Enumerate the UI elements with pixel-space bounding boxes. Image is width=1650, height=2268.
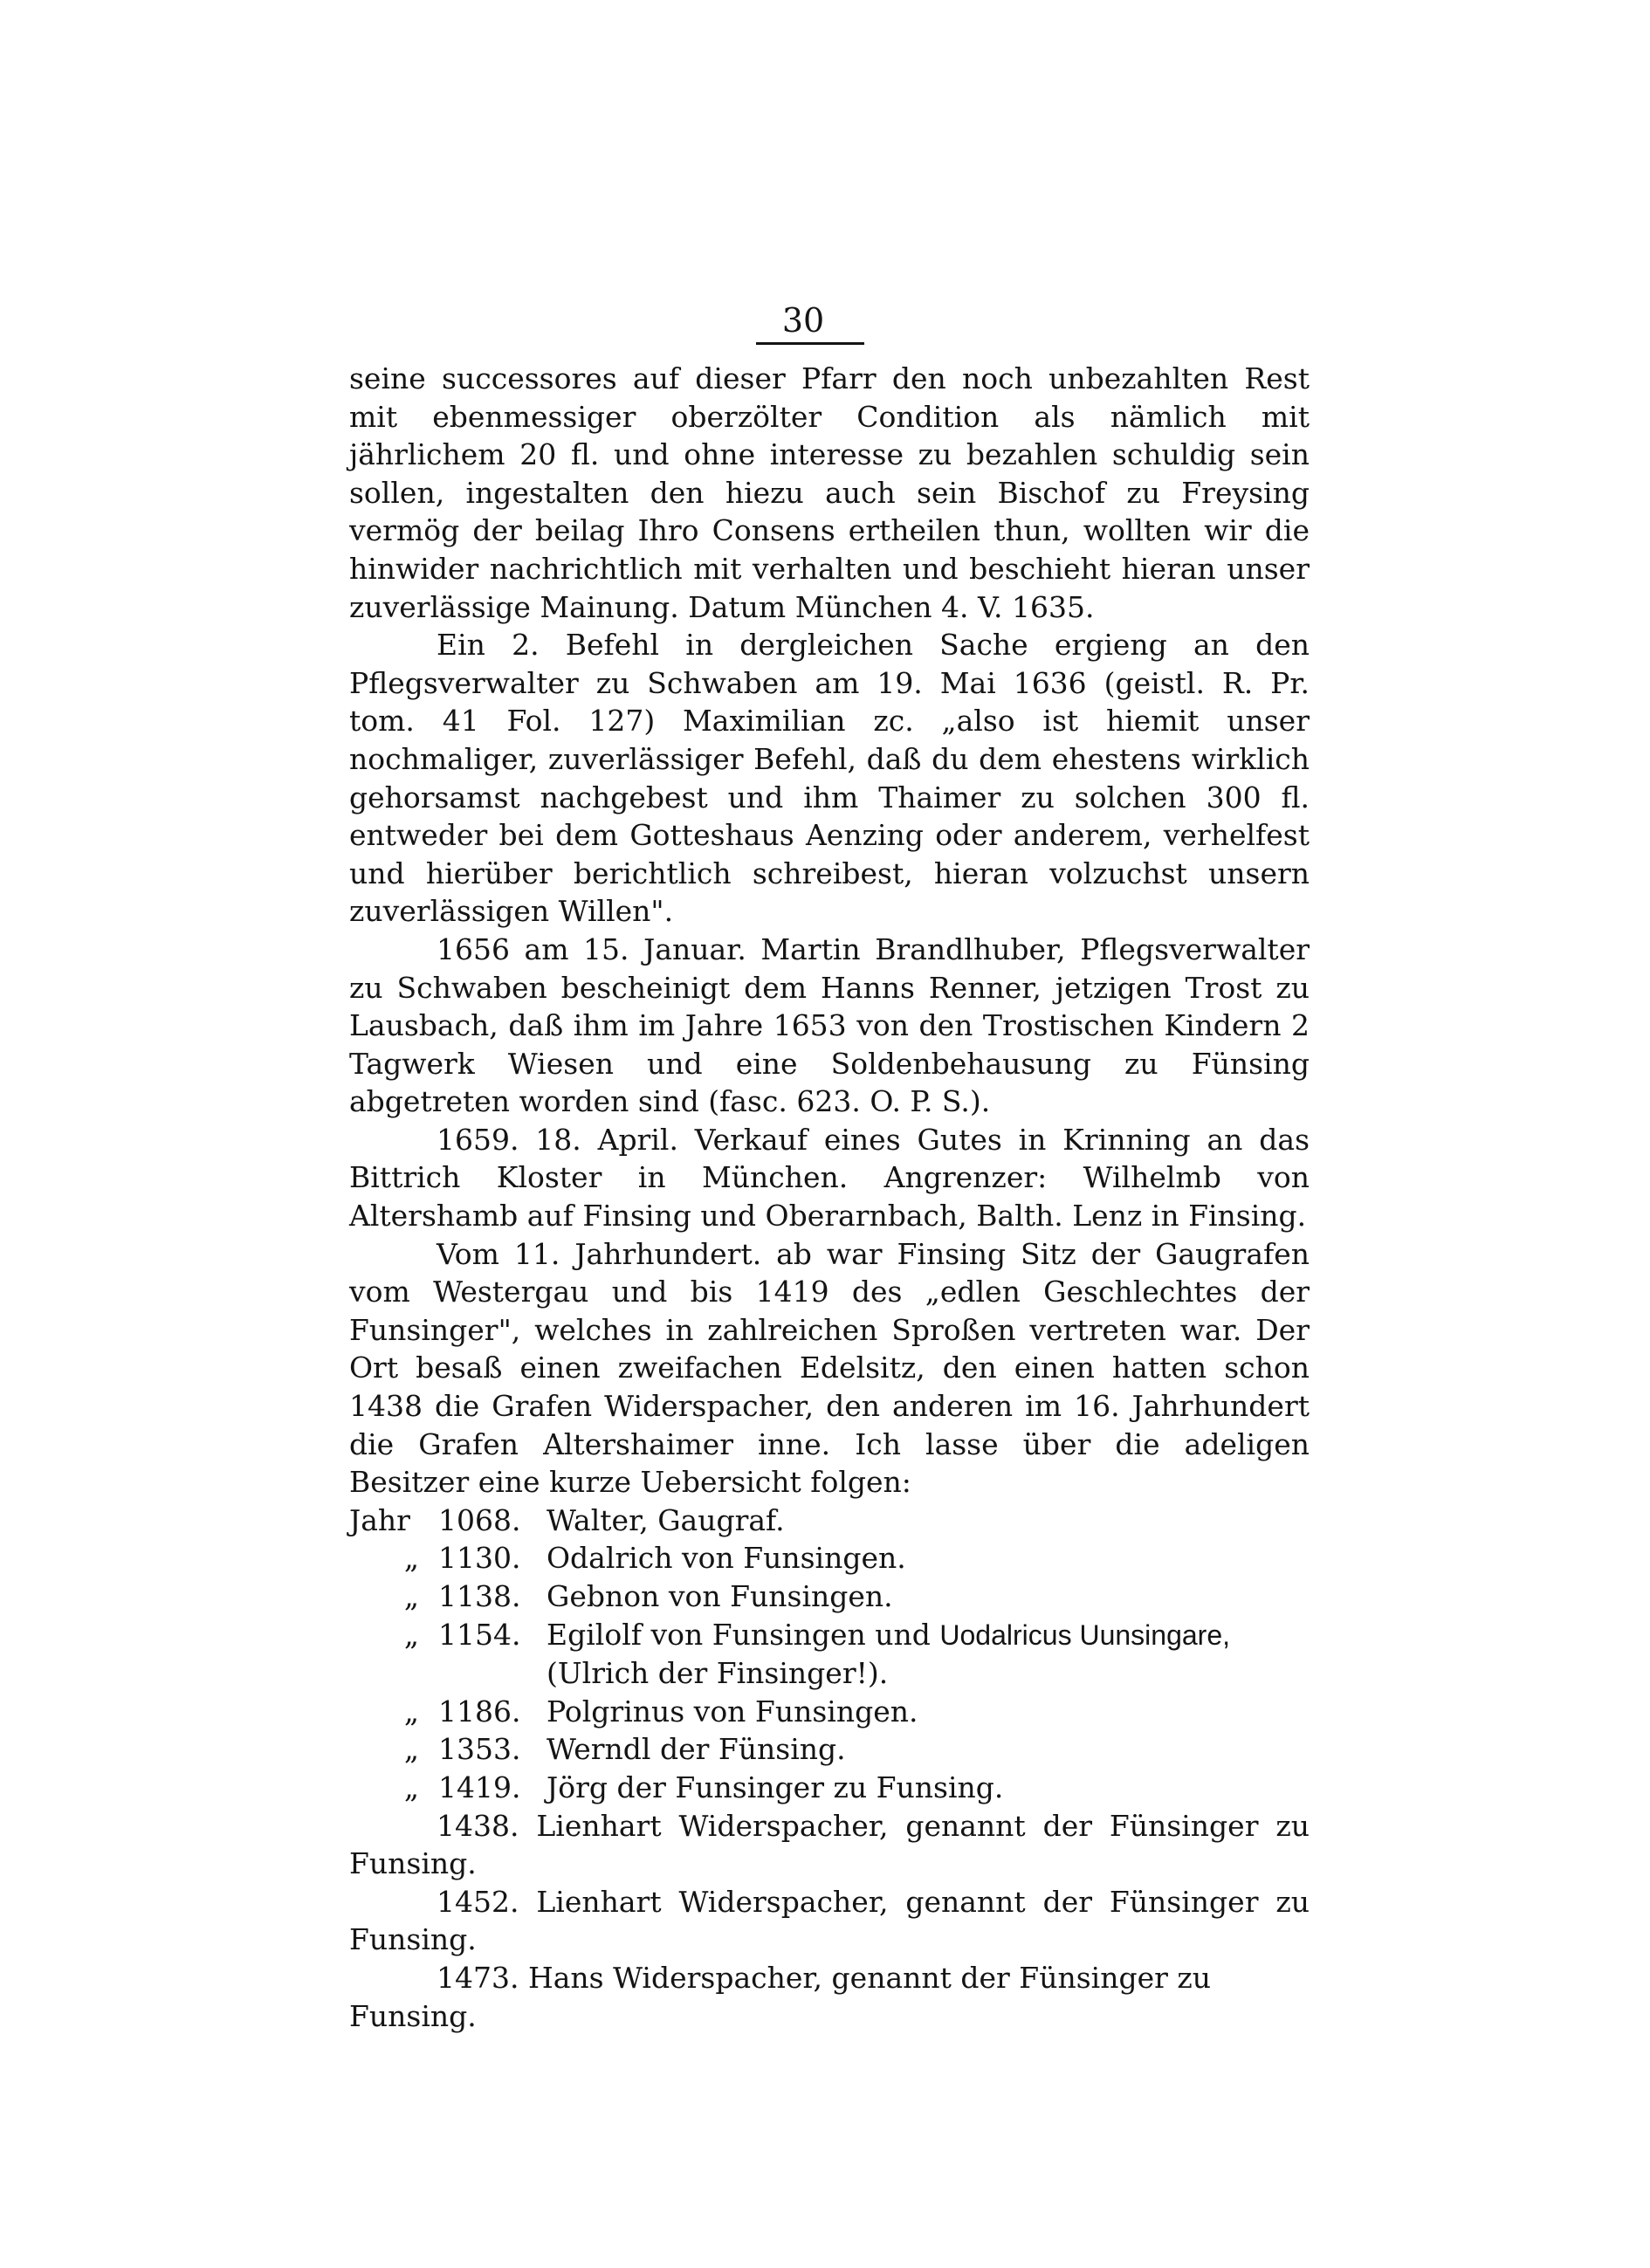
later-entry-1452: 1452. Lienhart Widerspacher, genannt der Fünsinger zu Funsing. [349,1884,1310,1957]
lineage-year: 1419. [438,1770,521,1804]
later-entry-1438: 1438. Lienhart Widerspacher, genannt der Fünsinger zu Funsing. [349,1808,1310,1881]
ditto-mark: „ [403,1732,419,1767]
paragraph-1659: 1659. 18. April. Verkauf eines Gutes in Krinning an das Bittrich Kloster in München. Angrenzer: Wilhelmb von Altershamb auf Finsing und Oberarnbach, Balth. Lenz in Finsing. [349,1122,1310,1234]
lineage-year: 1138. [438,1579,521,1613]
ditto-mark: „ [403,1694,419,1728]
lineage-name: Werndl der Fünsing. [547,1732,846,1767]
lineage-name: Gebnon von Funsingen. [547,1579,893,1613]
lineage-name: Odalrich von Funsingen. [547,1541,906,1576]
lineage-item [349,1616,1310,1655]
lineage-list [349,1502,1310,1807]
lineage-item [349,1730,1310,1769]
lineage-note: (Ulrich der Finsinger!). [547,1656,889,1691]
lineage-name: Egilolf von Funsingen und [547,1617,931,1652]
ditto-mark: „ [403,1579,419,1613]
later-entry-1473: 1473. Hans Widerspacher, genannt der Fünsinger zu Funsing. [349,1960,1212,2033]
lineage-item [349,1769,1310,1807]
paragraph-1656: 1656 am 15. Januar. Martin Brandlhuber, Pflegsverwalter zu Schwaben bescheinigt dem Hanns Renner, jetzigen Trost zu Lausbach, daß ihm im Jahre 1653 von den Trostischen Kindern 2 Tagwerk Wiesen und eine Soldenbehausung zu Fünsing abgetreten worden sind (fasc. 623. O. P. S.). [349,931,1310,1119]
lineage-year: 1154. [438,1617,521,1652]
page-number-underline [756,342,864,345]
lineage-item [349,1502,1310,1540]
ditto-mark: „ [403,1541,419,1576]
ditto-mark: „ [403,1617,419,1652]
lineage-name: Polgrinus von Funsingen. [547,1694,918,1728]
lineage-name: Walter, Gaugraf. [547,1502,785,1537]
lineage-prefix: Jahr [349,1502,410,1537]
body-text [349,360,1310,2035]
lineage-year: 1068. [438,1502,521,1537]
paragraph-continued: seine successores auf dieser Pfarr den noch unbezahlten Rest mit ebenmessiger oberzölter Condition als nämlich mit jährlichem 20 fl. und ohne interesse zu bezahlen schuldig sein sollen, ingestalten den hiezu auch sein Bischof zu Freysing vermög der beilag Ihro Consens ertheilen thun, wollten wir die hinwider nachrichtlich mit verhalten und beschieht hieran unser zuverlässige Mainung. Datum München 4. V. 1635. [349,361,1310,624]
lineage-year: 1353. [438,1732,521,1767]
lineage-year: 1186. [438,1694,521,1728]
paragraph-history: Vom 11. Jahrhundert. ab war Finsing Sitz der Gaugrafen vom Westergau und bis 1419 des „edlen Geschlechtes der Funsinger", welches in zahlreichen Sproßen vertreten war. Der Ort besaß einen zweifachen Edelsitz, den einen hatten schon 1438 die Grafen Widerspacher, den anderen im 16. Jahrhundert die Grafen Altershaimer inne. Ich lasse über die adeligen Besitzer eine kurze Uebersicht folgen: [349,1236,1310,1500]
lineage-item [349,1577,1310,1616]
page-number: 30 [781,301,825,340]
ditto-mark: „ [403,1770,419,1804]
paragraph-befehl: Ein 2. Befehl in dergleichen Sache ergieng an den Pflegsverwalter zu Schwaben am 19. Mai 1636 (geistl. R. Pr. tom. 41 Fol. 127) Maximilian zc. „also ist hiemit unser nochmaliger, zuverlässiger Befehl, daß du dem ehestens wirklich gehorsamst nachgebest und ihm Thaimer zu solchen 300 fl. entweder bei dem Gotteshaus Aenzing oder anderem, verhelfest und hierüber berichtlich schreibest, hieran volzuchst unsern zuverlässigen Willen". [349,628,1310,929]
lineage-item [349,1693,1310,1731]
lineage-item [349,1539,1310,1577]
lineage-name-group [547,1616,1310,1655]
lineage-latin-name: Uodalricus Uunsingare, [939,1619,1230,1651]
lineage-year: 1130. [438,1541,521,1576]
lineage-name: Jörg der Funsinger zu Funsing. [547,1770,1004,1804]
